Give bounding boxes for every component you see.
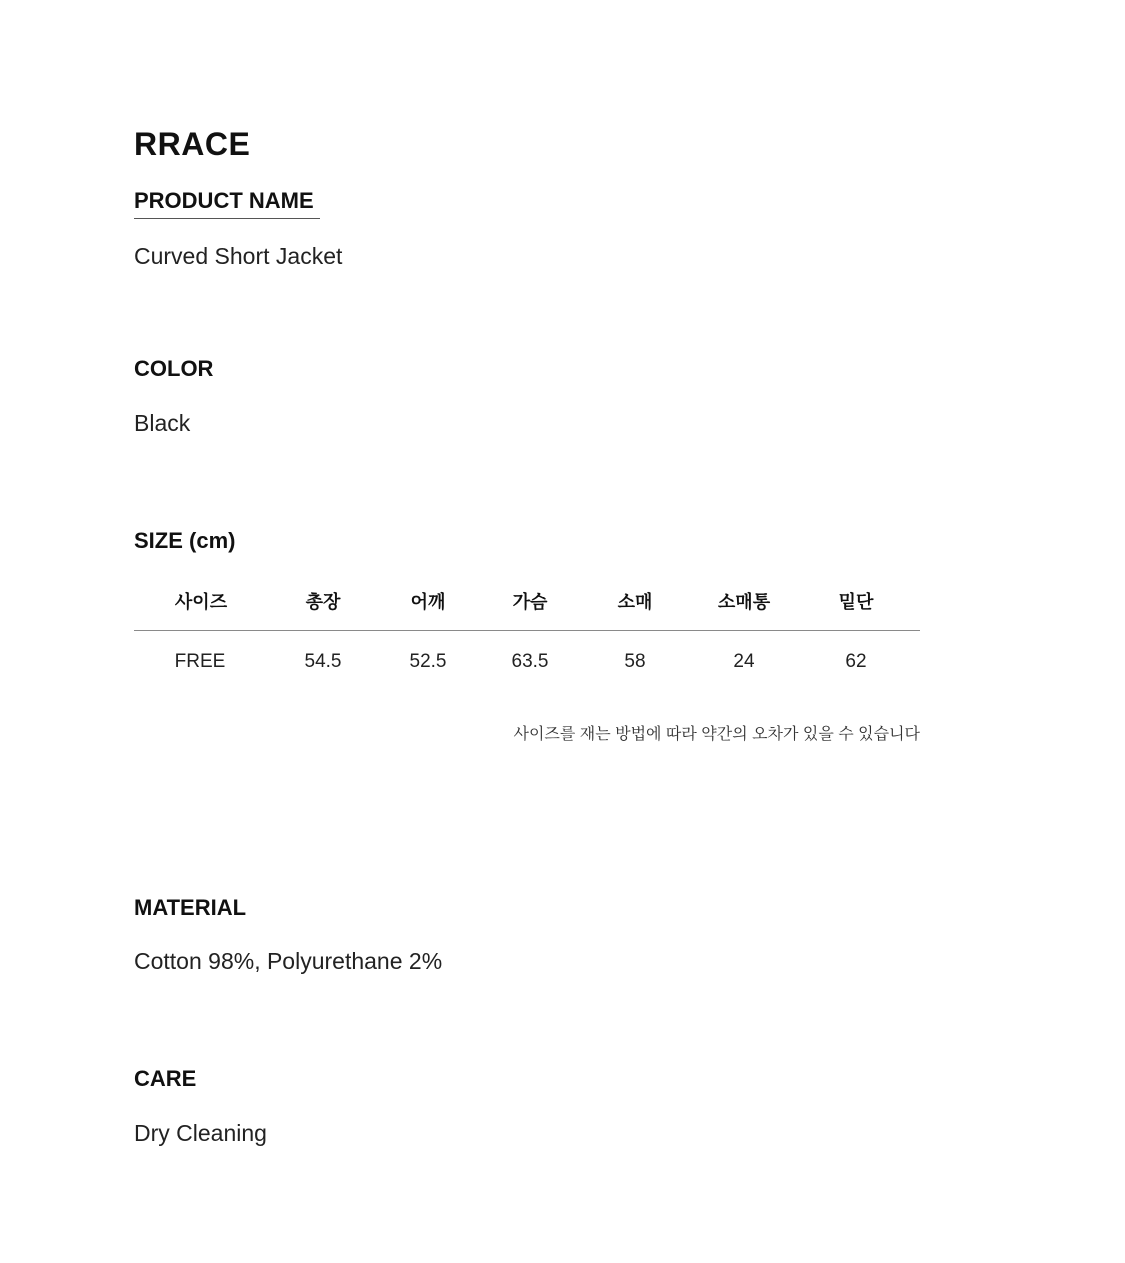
size-header-cell: 사이즈 xyxy=(174,592,228,612)
size-label: SIZE (cm) xyxy=(134,528,236,553)
size-data-cell: 62 xyxy=(845,651,867,672)
size-header-cell: 소매통 xyxy=(717,592,771,612)
size-data-cell: 52.5 xyxy=(409,651,447,672)
size-header-cell: 총장 xyxy=(305,592,341,612)
size-header-cell: 밑단 xyxy=(838,592,874,612)
care-label: CARE xyxy=(134,1066,197,1091)
care-value: Dry Cleaning xyxy=(134,1120,267,1146)
material-value: Cotton 98%, Polyurethane 2% xyxy=(134,948,443,974)
color-label: COLOR xyxy=(134,356,214,381)
brand-name: RRACE xyxy=(134,126,251,162)
size-note: 사이즈를 재는 방법에 따라 약간의 오차가 있을 수 있습니다 xyxy=(513,726,920,743)
size-data-cell: 54.5 xyxy=(304,651,342,672)
product-name-value: Curved Short Jacket xyxy=(134,243,343,269)
size-table-header xyxy=(134,578,920,631)
color-value: Black xyxy=(134,410,191,436)
size-table xyxy=(134,578,920,681)
size-header-cell: 가슴 xyxy=(512,592,548,612)
size-data-cell: 63.5 xyxy=(511,651,549,672)
size-data-cell: FREE xyxy=(174,651,226,672)
product-name-label: PRODUCT NAME xyxy=(134,187,320,219)
material-label: MATERIAL xyxy=(134,895,247,920)
table-row xyxy=(134,631,920,681)
size-header-cell: 어깨 xyxy=(410,592,446,612)
size-header-cell: 소매 xyxy=(617,592,653,612)
size-data-cell: 24 xyxy=(733,651,755,672)
size-data-cell: 58 xyxy=(624,651,646,672)
